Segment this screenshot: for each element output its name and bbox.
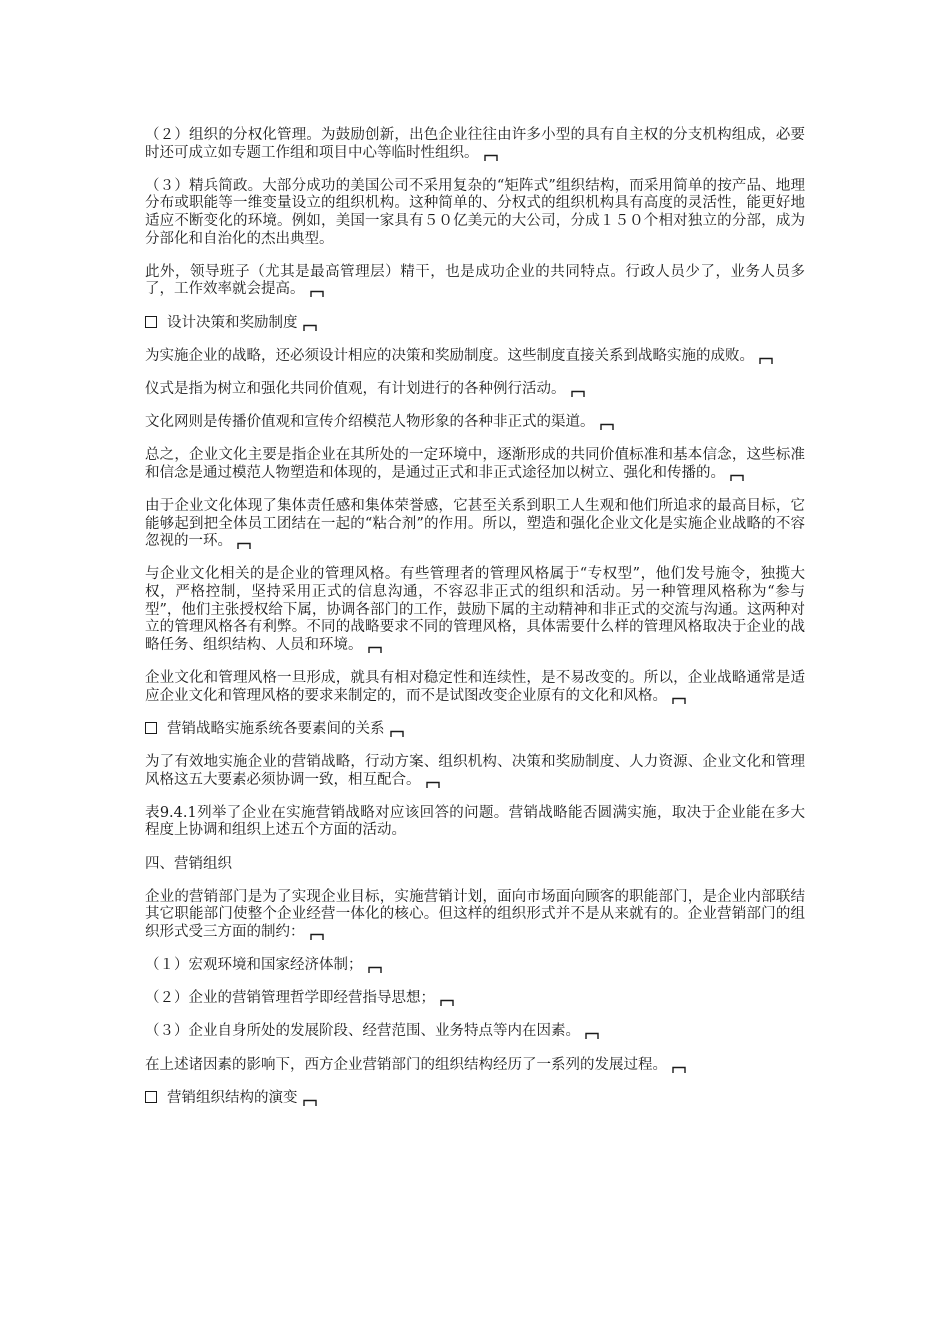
paragraph xyxy=(145,805,805,840)
paragraph xyxy=(145,990,805,1008)
paragraph-mark-icon xyxy=(368,646,382,653)
paragraph xyxy=(145,670,805,705)
paragraph-text: 为了有效地实施企业的营销战略，行动方案、组织机构、决策和奖励制度、人力资源、企业文化和管理风格这五大要素必须协调一致，相互配合。 xyxy=(145,753,805,788)
paragraph-text: 表9.4.1列举了企业在实施营销战略对应该回答的问题。营销战略能否圆满实施，取决于企业能在多大程度上协调和组织上述五个方面的活动。 xyxy=(145,804,805,839)
paragraph-mark-icon xyxy=(303,1099,317,1106)
paragraph-text: （２）组织的分权化管理。为鼓励创新，出色企业往往由许多小型的具有自主权的分支机构组成，必要时还可成立如专题工作组和项目中心等临时性组织。 xyxy=(145,127,805,161)
paragraph-mark-icon xyxy=(672,697,686,704)
paragraph-text: （２）企业的营销管理哲学即经营指导思想； xyxy=(145,990,435,1007)
paragraph xyxy=(145,856,805,874)
paragraph-text: （１）宏观环境和国家经济体制； xyxy=(145,957,363,974)
paragraph xyxy=(145,566,805,654)
paragraph-text: 在上述诸因素的影响下，西方企业营销部门的组织结构经历了一系列的发展过程。 xyxy=(145,1056,667,1073)
paragraph-mark-icon xyxy=(585,1032,599,1039)
heading-text: 营销战略实施系统各要素间的关系 xyxy=(167,720,385,737)
paragraph-mark-icon xyxy=(672,1066,686,1073)
paragraph xyxy=(145,414,805,432)
paragraph-mark-icon xyxy=(440,999,454,1006)
paragraph xyxy=(145,127,805,162)
paragraph xyxy=(145,957,805,975)
paragraph-text: 仪式是指为树立和强化共同价值观，有计划进行的各种例行活动。 xyxy=(145,380,566,397)
heading-text: 营销组织结构的演变 xyxy=(167,1089,298,1106)
paragraph xyxy=(145,264,805,299)
paragraph-mark-icon xyxy=(237,542,251,549)
paragraph-text: 文化网则是传播价值观和宣传介绍模范人物形象的各种非正式的渠道。 xyxy=(145,414,595,431)
paragraph xyxy=(145,178,805,248)
paragraph-mark-icon xyxy=(484,154,498,161)
paragraph xyxy=(145,447,805,482)
paragraph-text: 企业文化和管理风格一旦形成，就具有相对稳定性和连续性，是不易改变的。所以，企业战略通常是适应企业文化和管理风格的要求来制定的，而不是试图改变企业原有的文化和风格。 xyxy=(145,670,805,704)
checkbox-square-icon xyxy=(145,1091,157,1103)
paragraph-mark-icon xyxy=(759,357,773,364)
paragraph-text: 为实施企业的战略，还必须设计相应的决策和奖励制度。这些制度直接关系到战略实施的成败。 xyxy=(145,347,754,364)
section-heading xyxy=(145,721,805,739)
checkbox-square-icon xyxy=(145,316,157,328)
paragraph-text: 此外，领导班子（尤其是最高管理层）精干，也是成功企业的共同特点。行政人员少了，业务人员多了，工作效率就会提高。 xyxy=(145,263,805,298)
heading-text: 设计决策和奖励制度 xyxy=(167,314,298,331)
paragraph-mark-icon xyxy=(303,324,317,331)
paragraph-mark-icon xyxy=(426,781,440,788)
section-heading xyxy=(145,315,805,333)
paragraph xyxy=(145,498,805,551)
paragraph-mark-icon xyxy=(310,290,324,297)
paragraph-text: 企业的营销部门是为了实现企业目标，实施营销计划，面向市场面向顾客的职能部门，是企业内部联结其它职能部门使整个企业经营一体化的核心。但这样的组织形式并不是从来就有的。企业营销部门的组织形式受三方面的制约： xyxy=(145,888,805,940)
section-heading xyxy=(145,1090,805,1108)
paragraph-mark-icon xyxy=(571,390,585,397)
checkbox-square-icon xyxy=(145,722,157,734)
paragraph-text: （３）精兵简政。大部分成功的美国公司不采用复杂的“矩阵式”组织结构，而采用简单的按产品、地理分布或职能等一维变量设立的组织机构。这种简单的、分权式的组织机构具有高度的灵活性，能更好地适应不断变化的环境。例如，美国一家具有５０亿美元的大公司，分成１５０个相对独立的分部，成为分部化和自治化的杰出典型。 xyxy=(145,177,805,247)
paragraph-text: 总之，企业文化主要是指企业在其所处的一定环境中，逐渐形成的共同价值标准和基本信念，这些标准和信念是通过模范人物塑造和体现的，是通过正式和非正式途径加以树立、强化和传播的。 xyxy=(145,447,805,481)
paragraph-mark-icon xyxy=(310,933,324,940)
paragraph xyxy=(145,1057,805,1075)
paragraph xyxy=(145,348,805,366)
paragraph-mark-icon xyxy=(390,730,404,737)
paragraph xyxy=(145,1023,805,1041)
paragraph-text: （３）企业自身所处的发展阶段、经营范围、业务特点等内在因素。 xyxy=(145,1023,580,1040)
paragraph-mark-icon xyxy=(368,966,382,973)
document-page xyxy=(145,127,805,1123)
paragraph xyxy=(145,889,805,942)
paragraph-mark-icon xyxy=(600,423,614,430)
paragraph xyxy=(145,381,805,399)
paragraph-text: 由于企业文化体现了集体责任感和集体荣誉感，它甚至关系到职工人生观和他们所追求的最高目标，它能够起到把全体员工团结在一起的“粘合剂”的作用。所以，塑造和强化企业文化是实施企业战略的不容忽视的一环。 xyxy=(145,498,805,550)
paragraph-text: 与企业文化相关的是企业的管理风格。有些管理者的管理风格属于“专权型”，他们发号施令，独揽大权，严格控制，坚持采用正式的信息沟通，不容忍非正式的组织和活动。另一种管理风格称为“参与型”，他们主张授权给下属，协调各部门的工作，鼓励下属的主动精神和非正式的交流与沟通。这两种对立的管理风格各有利弊。不同的战略要求不同的管理风格，具体需要什么样的管理风格取决于企业的战略任务、组织结构、人员和环境。 xyxy=(145,566,805,653)
paragraph-mark-icon xyxy=(730,474,744,481)
paragraph-text: 四、营销组织 xyxy=(145,855,232,872)
paragraph xyxy=(145,754,805,789)
